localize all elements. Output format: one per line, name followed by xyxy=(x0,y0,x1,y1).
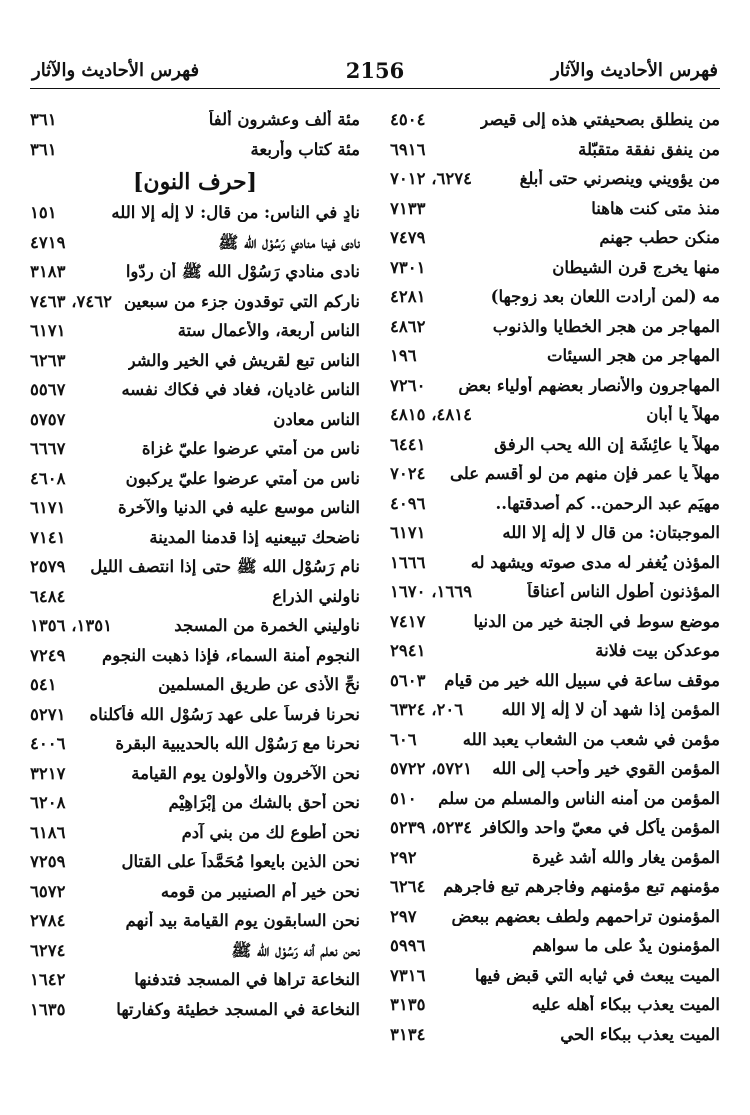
entry-text: موقف ساعة في سبيل الله خير من قيام xyxy=(444,670,720,690)
index-entry xyxy=(390,905,720,935)
entry-text: الميت يبعث في ثيابه التي قبض فيها xyxy=(474,965,720,985)
entry-numbers: ٤٠٩٦ xyxy=(390,493,426,513)
index-entry xyxy=(390,610,720,640)
index-entry xyxy=(390,108,720,138)
index-entry xyxy=(390,167,720,197)
entry-numbers: ٦٤٨٤ xyxy=(30,586,66,606)
entry-text: نادى منادي رَسُوْل الله ﷺ أن ردّوا xyxy=(125,262,360,281)
entry-text: النجوم أمنة السماء، فإذا ذهبت النجوم xyxy=(102,645,360,665)
entry-text: منكن حطب جهنم xyxy=(599,228,720,247)
index-entry xyxy=(390,757,720,787)
entry-text: الميت يعذب ببكاء الحي xyxy=(560,1024,720,1044)
index-entry xyxy=(30,762,360,792)
index-entry xyxy=(30,231,360,261)
entry-numbers: ٦١٧١ xyxy=(30,498,66,517)
entry-numbers: ١٦٦٦ xyxy=(390,552,426,572)
page-number: 2156 xyxy=(345,58,405,83)
entry-numbers: ١٦٦٩، ١٦٧٠ xyxy=(390,582,472,601)
entry-text: المهاجر من هجر السيئات xyxy=(546,346,720,365)
index-entry xyxy=(30,644,360,674)
entry-numbers: ٦١٧١ xyxy=(30,321,66,340)
index-entry xyxy=(30,791,360,821)
entry-numbers: ٥٦٠٣ xyxy=(390,670,426,690)
entry-numbers: ٧٣١٦ xyxy=(390,965,426,985)
index-entry xyxy=(30,467,360,497)
index-entry xyxy=(390,285,720,315)
entry-text: نحِّ الأذى عن طريق المسلمين xyxy=(158,675,360,694)
entry-text: المؤمنون يدٌ على ما سواهم xyxy=(532,936,720,955)
entry-numbers: ٤٧١٩ xyxy=(30,232,66,252)
page-header xyxy=(30,58,720,89)
entry-text: موضع سوط في الجنة خير من الدنيا xyxy=(473,611,720,631)
index-entry xyxy=(390,403,720,433)
entry-text: موعدكن بيت فلانة xyxy=(595,641,720,660)
index-entry xyxy=(30,821,360,851)
index-entry xyxy=(390,964,720,994)
index-entry xyxy=(390,639,720,669)
entry-text: النخاعة تراها في المسجد فتدفنها xyxy=(134,970,360,989)
entry-text: نحن أحق بالشك من إبْرَاهِيْم xyxy=(168,793,360,812)
entry-numbers: ٥٧٥٧ xyxy=(30,409,66,429)
entry-text: مه (لمن أرادت اللعان بعد زوجها) xyxy=(490,287,720,306)
entry-numbers: ٣١٣٥ xyxy=(390,995,426,1014)
index-entry xyxy=(30,290,360,320)
entry-text: مؤمن في شعب من الشعاب يعبد الله xyxy=(462,729,720,749)
entry-numbers: ٥١٠ xyxy=(390,788,417,808)
entry-numbers: ٥٥٦٧ xyxy=(30,380,66,399)
entry-numbers: ٥٩٩٦ xyxy=(390,936,426,955)
entry-text: المؤمن القوي خير وأحب إلى الله xyxy=(492,759,720,778)
index-entry xyxy=(30,939,360,969)
index-entry xyxy=(390,197,720,227)
entry-numbers: ٧٢٤٩ xyxy=(30,645,66,665)
index-entry xyxy=(390,846,720,876)
entry-numbers: ٣٢١٧ xyxy=(30,763,66,783)
entry-text: نحن الآخرون والأولون يوم القيامة xyxy=(131,763,360,783)
entry-text: نادى فينا منادي رَسُوْل الله ﷺ xyxy=(218,232,360,252)
index-column-left xyxy=(30,108,360,1027)
entry-numbers: ٤٢٨١ xyxy=(390,287,426,306)
index-entry xyxy=(390,138,720,168)
entry-numbers: ٣١٨٣ xyxy=(30,262,66,281)
entry-text: الناس غاديان، فغاد في فكاك نفسه xyxy=(121,380,360,399)
entry-text: مهلاً يا عائِشَة إن الله يحب الرفق xyxy=(494,434,720,454)
entry-text: من ينفق نفقة متقبّلة xyxy=(578,139,720,159)
entry-numbers: ٧٤١٧ xyxy=(390,611,426,631)
entry-numbers: ٧٤٦٢، ٧٤٦٣ xyxy=(30,291,112,311)
index-entry xyxy=(390,492,720,522)
index-entry xyxy=(30,378,360,408)
running-title-right: فهرس الأحاديث والآثار xyxy=(550,60,718,81)
entry-numbers: ٢٠٦، ٦٣٢٤ xyxy=(390,700,464,719)
entry-text: المؤذنون أطول الناس أعناقاً xyxy=(527,582,720,601)
index-entry xyxy=(30,201,360,231)
index-entry xyxy=(390,433,720,463)
entry-numbers: ١٦٤٢ xyxy=(30,970,66,989)
index-entry xyxy=(390,580,720,610)
entry-numbers: ٦٩١٦ xyxy=(390,139,426,159)
index-entry xyxy=(30,585,360,615)
entry-numbers: ١٣٥١، ١٣٥٦ xyxy=(30,616,112,635)
running-title-left: فهرس الأحاديث والآثار xyxy=(32,60,200,81)
index-entry xyxy=(30,349,360,379)
entry-text: منها يخرج قرن الشيطان xyxy=(552,257,720,277)
entry-numbers: ٣٦١ xyxy=(30,110,57,129)
entry-numbers: ٦١٨٦ xyxy=(30,822,66,842)
index-entry xyxy=(30,108,360,138)
index-entry xyxy=(390,1023,720,1053)
index-entry xyxy=(30,614,360,644)
index-entry xyxy=(30,968,360,998)
entry-numbers: ٢٥٧٩ xyxy=(30,557,66,576)
entry-text: ناس من أمتي عرضوا عليّ يركبون xyxy=(125,468,360,488)
entry-text: الموجبتان: من قال لا إِلٰه إلا الله xyxy=(502,523,720,542)
entry-text: المؤمن يغار والله أشد غيرة xyxy=(532,847,720,867)
index-entry xyxy=(30,555,360,585)
entry-numbers: ٧١٤١ xyxy=(30,527,66,547)
entry-text: الميت يعذب ببكاء أهله عليه xyxy=(531,995,720,1014)
entry-numbers: ٤٠٠٦ xyxy=(30,734,66,753)
entry-numbers: ٧٠٢٤ xyxy=(390,464,426,483)
entry-text: المؤمن من أمنه الناس والمسلم من سلم xyxy=(438,788,720,808)
entry-text: ناضحك تبيعنيه إذا قدمنا المدينة xyxy=(149,527,360,547)
index-column-right xyxy=(390,108,720,1052)
section-heading xyxy=(30,167,360,201)
entry-text: ناوليني الخمرة من المسجد xyxy=(174,616,360,635)
entry-text: نحرنا فرساً على عهد رَسُوْل الله فأكلناه xyxy=(89,704,360,724)
entry-text: نحن أطوع لك من بني آدم xyxy=(181,822,360,842)
entry-text: المؤذن يُغفر له مدى صوته ويشهد له xyxy=(470,552,720,572)
entry-numbers: ٥٢٧١ xyxy=(30,704,66,724)
entry-text: المؤمنون تراحمهم ولطف بعضهم ببعض xyxy=(451,906,720,926)
entry-text: النخاعة في المسجد خطيئة وكفارتها xyxy=(116,999,360,1019)
index-entry xyxy=(30,437,360,467)
entry-text: ناولني الذراع xyxy=(272,586,360,606)
index-entry xyxy=(390,875,720,905)
section-heading-text: [حرف النون] xyxy=(133,169,257,195)
entry-text: نادٍ في الناس: من قال: لا إِلٰه إلا الله xyxy=(111,203,360,222)
entry-text: نحن السابقون يوم القيامة بيد أنهم xyxy=(125,911,360,930)
entry-text: مؤمنهم تبع مؤمنهم وفاجرهم تبع فاجرهم xyxy=(443,877,720,896)
entry-text: نحن خير أم الصنيبر من قومه xyxy=(160,881,360,901)
entry-numbers: ٥٧٢١، ٥٧٢٢ xyxy=(390,759,472,778)
entry-numbers: ٧٣٠١ xyxy=(390,257,426,277)
index-entry xyxy=(390,226,720,256)
index-entry xyxy=(390,551,720,581)
entry-numbers: ٢٩٤١ xyxy=(390,641,426,660)
entry-numbers: ٦٢٦٣ xyxy=(30,350,66,370)
entry-numbers: ٥٢٣٤، ٥٢٣٩ xyxy=(390,818,472,837)
index-entry xyxy=(30,998,360,1028)
entry-text: مئة كتاب وأربعة xyxy=(250,139,360,159)
entry-numbers: ٢٩٧ xyxy=(390,906,417,926)
entry-text: ناركم التي توقدون جزء من سبعين xyxy=(123,291,360,311)
index-entry xyxy=(390,344,720,374)
entry-numbers: ٢٩٢ xyxy=(390,847,417,867)
index-entry xyxy=(390,698,720,728)
entry-numbers: ٤٦٠٨ xyxy=(30,468,66,488)
entry-numbers: ٧١٣٣ xyxy=(390,198,426,218)
index-entry xyxy=(390,816,720,846)
entry-text: منذ متى كنت هاهنا xyxy=(591,198,720,218)
entry-numbers: ٦٤٤١ xyxy=(390,434,426,454)
index-entry xyxy=(30,703,360,733)
entry-text: مهيَم عبد الرحمن.. كم أصدقتها.. xyxy=(495,493,720,513)
entry-numbers: ٦٢٧٤، ٧٠١٢ xyxy=(390,169,472,188)
index-entry xyxy=(30,496,360,526)
index-entry xyxy=(30,850,360,880)
entry-text: من يؤويني وينصرني حتى أبلغ xyxy=(519,169,720,188)
index-entry xyxy=(390,993,720,1023)
entry-numbers: ٦٦٦٧ xyxy=(30,439,66,458)
index-entry xyxy=(390,374,720,404)
entry-text: مهلاً يا أبان xyxy=(646,405,720,424)
index-entry xyxy=(390,934,720,964)
entry-text: مئة ألف وعشرون ألفاً xyxy=(208,110,360,129)
entry-numbers: ٤٨٦٢ xyxy=(390,316,426,336)
entry-numbers: ٦٠٦ xyxy=(390,729,417,749)
index-entry xyxy=(30,880,360,910)
entry-numbers: ٢٧٨٤ xyxy=(30,911,66,930)
entry-text: نام رَسُوْل الله ﷺ حتى إذا انتصف الليل xyxy=(90,557,360,576)
entry-numbers: ٧٤٧٩ xyxy=(390,228,426,247)
entry-numbers: ١٥١ xyxy=(30,203,57,222)
index-entry xyxy=(30,408,360,438)
entry-numbers: ٦٢٦٤ xyxy=(390,877,426,896)
entry-text: مهلاً يا عمر فإن منهم من لو أقسم على xyxy=(450,464,720,483)
entry-numbers: ٣٦١ xyxy=(30,139,57,159)
entry-text: المهاجرون والأنصار بعضهم أولياء بعض xyxy=(458,375,720,395)
index-entry xyxy=(30,260,360,290)
entry-numbers: ٧٢٦٠ xyxy=(390,375,426,395)
entry-text: المهاجر من هجر الخطايا والذنوب xyxy=(492,316,720,336)
index-entry xyxy=(390,315,720,345)
index-entry xyxy=(390,669,720,699)
entry-text: نحن الذين بايعوا مُحَمَّداً على القتال xyxy=(121,852,360,871)
entry-numbers: ٦٢٠٨ xyxy=(30,793,66,812)
entry-text: من ينطلق بصحيفتي هذه إلى قيصر xyxy=(480,110,720,129)
entry-text: نحن نعلم أنه رَسُوْل الله ﷺ xyxy=(231,940,360,960)
entry-text: الناس تبع لقريش في الخير والشر xyxy=(127,350,360,370)
entry-numbers: ٦٥٧٢ xyxy=(30,881,66,901)
index-entry xyxy=(30,319,360,349)
index-entry xyxy=(30,526,360,556)
index-entry xyxy=(390,787,720,817)
index-entry xyxy=(390,256,720,286)
entry-numbers: ٦٢٧٤ xyxy=(30,940,66,960)
index-entry xyxy=(390,521,720,551)
entry-numbers: ٣١٣٤ xyxy=(390,1024,426,1044)
index-entry xyxy=(390,462,720,492)
index-entry xyxy=(30,732,360,762)
entry-text: الناس معادن xyxy=(273,409,360,429)
entry-numbers: ١٦٣٥ xyxy=(30,999,66,1019)
entry-text: ناس من أمتي عرضوا عليّ غزاة xyxy=(141,439,360,458)
entry-text: المؤمن إذا شهد أن لا إِلٰه إلا الله xyxy=(501,700,720,719)
entry-numbers: ٤٥٠٤ xyxy=(390,110,426,129)
entry-text: الناس أربعة، والأعمال ستة xyxy=(177,321,360,340)
entry-text: نحرنا مع رَسُوْل الله بالحديبية البقرة xyxy=(115,734,360,753)
entry-text: المؤمن يأكل في معيّ واحد والكافر xyxy=(479,818,720,837)
entry-numbers: ١٩٦ xyxy=(390,346,417,365)
index-entry xyxy=(30,138,360,168)
entry-numbers: ٥٤١ xyxy=(30,675,57,694)
entry-numbers: ٦١٧١ xyxy=(390,523,426,542)
index-entry xyxy=(30,673,360,703)
entry-numbers: ٤٨١٤، ٤٨١٥ xyxy=(390,405,472,424)
index-entry xyxy=(30,909,360,939)
entry-text: الناس موسع عليه في الدنيا والآخرة xyxy=(117,498,360,517)
index-entry xyxy=(390,728,720,758)
entry-numbers: ٧٢٥٩ xyxy=(30,852,66,871)
